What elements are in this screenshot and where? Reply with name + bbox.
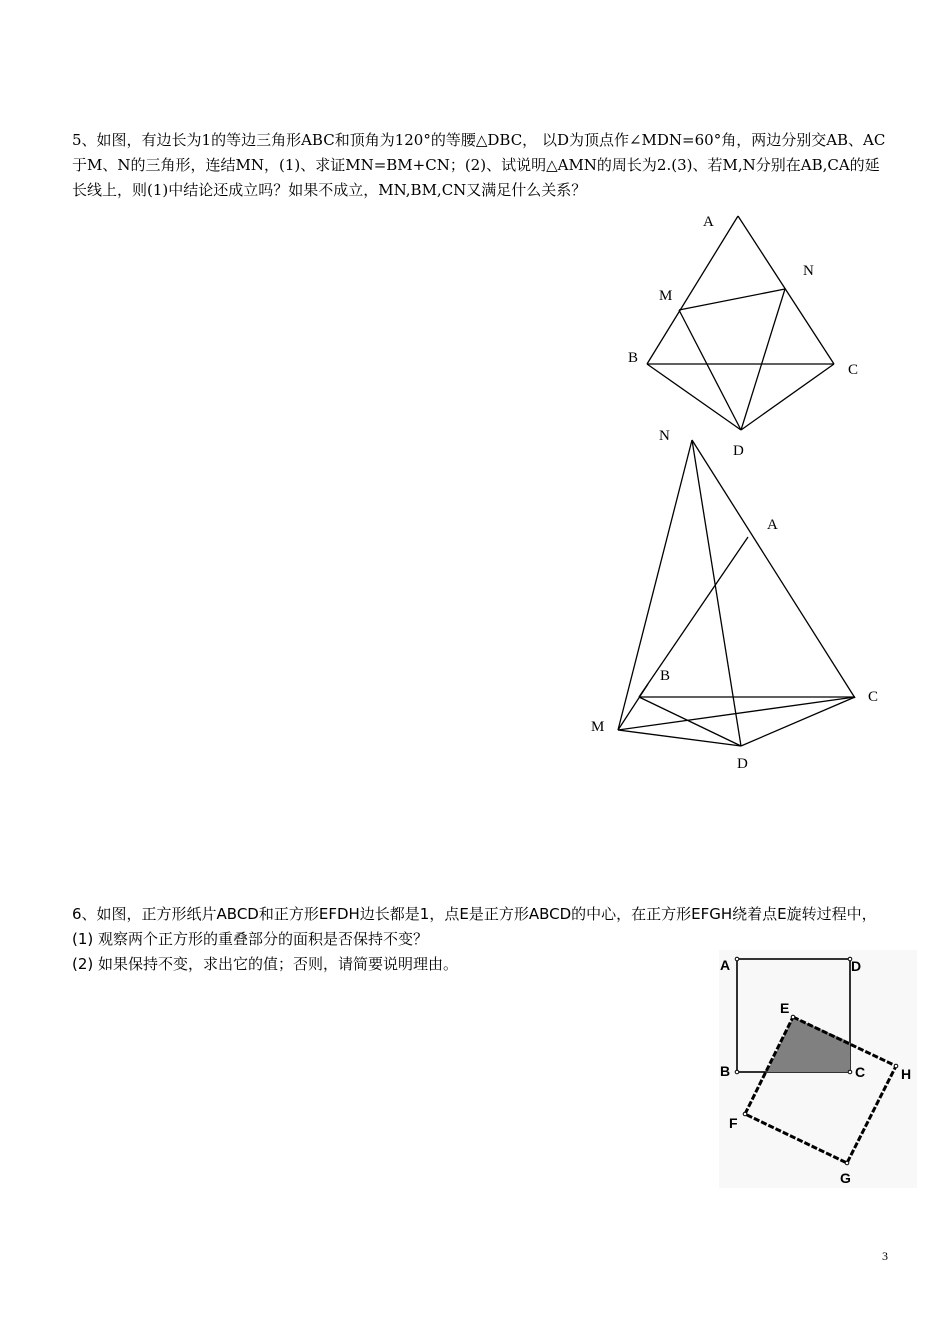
point-c bbox=[848, 1070, 852, 1074]
label-n: N bbox=[659, 428, 670, 444]
label-c: C bbox=[868, 689, 879, 705]
point-g bbox=[845, 1161, 849, 1165]
label-e: E bbox=[780, 1000, 790, 1016]
problem-5-text: 5、如图，有边长为1的等边三角形ABC和顶角为120°的等腰△DBC， 以D为顶点作∠MDN=60°角，两边分别交AB、AC于M、N的三角形，连结MN，(1)、求证MN=BM+CN；(2)、试说明△AMN的周长为2.(3)、若M,N分别在AB,CA的延长线上，则(1)中结论还成立吗？如果不成立，MN,BM,CN又满足什么关系？ bbox=[72, 131, 886, 199]
label-c: C bbox=[848, 362, 859, 378]
label-b: B bbox=[720, 1063, 731, 1079]
label-c: C bbox=[855, 1064, 866, 1080]
point-b bbox=[735, 1070, 739, 1074]
label-f: F bbox=[729, 1115, 738, 1131]
problem-6-question-1: (1) 观察两个正方形的重叠部分的面积是否保持不变？ bbox=[72, 930, 429, 948]
label-d: D bbox=[851, 958, 862, 974]
page-number: 3 bbox=[882, 1249, 888, 1263]
point-h bbox=[894, 1064, 898, 1068]
problem-6-intro: 6、如图，正方形纸片ABCD和正方形EFDH边长都是1，点E是正方形ABCD的中心，在正方形EFGH绕着点E旋转过程中， bbox=[72, 905, 877, 923]
label-a: A bbox=[720, 957, 731, 973]
label-m: M bbox=[659, 288, 673, 304]
problem-6-question-2: (2) 如果保持不变，求出它的值；否则，请简要说明理由。 bbox=[72, 955, 459, 973]
label-n: N bbox=[803, 263, 814, 279]
label-d: D bbox=[737, 756, 748, 772]
label-b: B bbox=[660, 668, 671, 684]
label-a: A bbox=[767, 517, 778, 533]
point-e bbox=[791, 1015, 795, 1019]
label-b: B bbox=[628, 350, 639, 366]
label-m: M bbox=[591, 719, 605, 735]
label-h: H bbox=[901, 1066, 912, 1082]
label-g: G bbox=[840, 1170, 851, 1186]
label-d: D bbox=[733, 443, 744, 459]
label-a: A bbox=[703, 214, 714, 230]
point-a bbox=[735, 957, 739, 961]
point-f bbox=[743, 1112, 747, 1116]
